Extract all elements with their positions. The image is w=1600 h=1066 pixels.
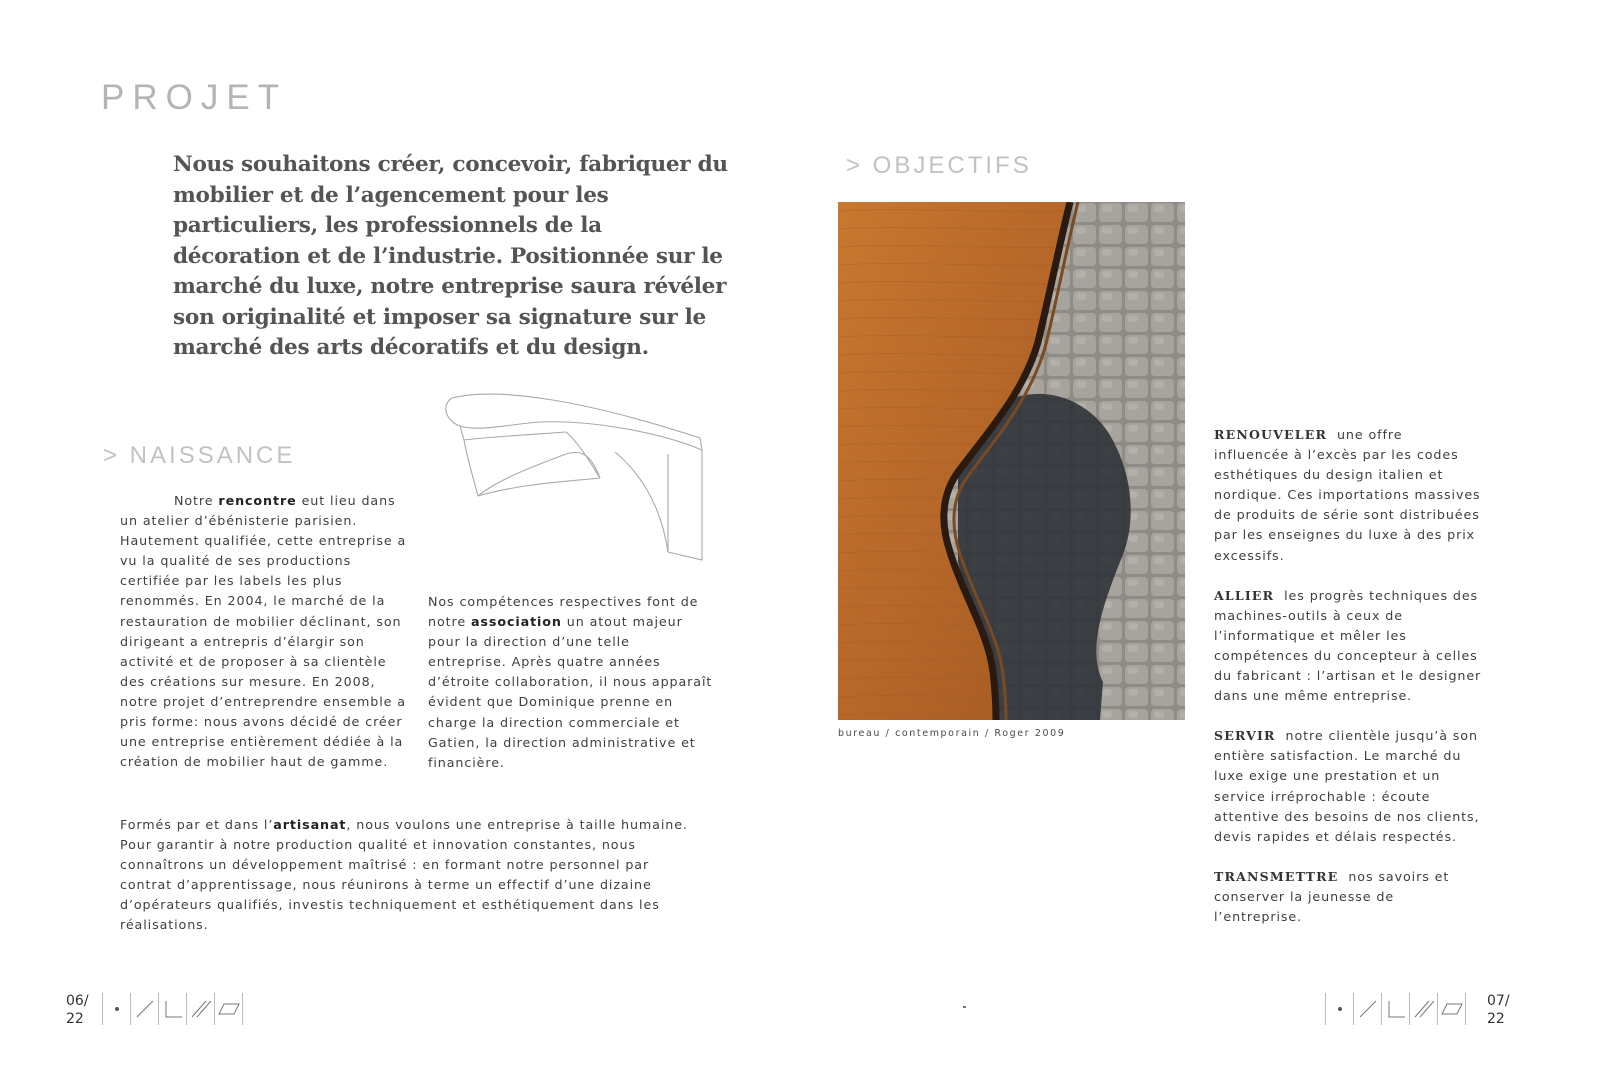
objective-key: TRANSMETTRE xyxy=(1214,868,1339,884)
objectifs-heading: > OBJECTIFS xyxy=(846,152,1032,179)
objective-text: nos savoirs et conserver la jeunesse de l’entreprise. xyxy=(1214,868,1450,924)
separator xyxy=(1465,993,1466,1025)
objective-key: RENOUVELER xyxy=(1214,427,1328,442)
emphasis-artisanat: artisanat xyxy=(273,817,347,832)
double-slash-icon xyxy=(1410,994,1437,1024)
corner-icon xyxy=(1382,994,1409,1024)
objectives-list xyxy=(1214,425,1482,927)
separator xyxy=(242,993,243,1025)
intro-statement: Nous souhaitons créer, concevoir, fabriquer du mobilier et de l’agencement pour les particuliers, les professionnels de la décoration et de l’industrie. Positionnée sur le marché du luxe, notre entreprise saura révéler son originalité et imposer sa signature sur le marché des arts décoratifs et du design. xyxy=(173,152,728,360)
objective-item xyxy=(1214,867,1482,927)
naissance-column-2 xyxy=(428,592,713,773)
text-run: Formés par et dans l’ xyxy=(120,817,274,832)
objective-item xyxy=(1214,586,1482,707)
objective-text: les progrès techniques des machines-outils à ceux de l’informatique et mêler les compétences du concepteur à celles du fabricant : l’artisan et le designer dans une même entreprise. xyxy=(1214,587,1482,704)
desk-photo xyxy=(838,202,1185,720)
text-run: , nous voulons une entreprise à taille humaine. Pour garantir à notre production qualité et innovation constantes, nous connaîtrons un développement maîtrisé : en formant notre personnel par contrat d’apprentissage, nous réunirons à terme un effectif d’une dizaine d’opérateurs qualifiés, investis techniquement et esthétiquement dans les réalisations. xyxy=(120,817,688,933)
slash-icon xyxy=(1354,994,1381,1024)
text-run: Nos compétences respectives font de notre xyxy=(428,594,699,630)
photo-caption: bureau / contemporain / Roger 2009 xyxy=(838,728,1066,739)
naissance-heading: > NAISSANCE xyxy=(103,442,296,469)
page-number-current: 06/ xyxy=(66,993,89,1009)
parallelogram-icon xyxy=(1438,994,1465,1024)
objective-text: notre clientèle jusqu’à son entière satisfaction. Le marché du luxe exige une prestation et un service irréprochable : écoute attentive des besoins de nos clients, devis rapides et délais respectés. xyxy=(1214,728,1480,844)
page-number-right xyxy=(1487,992,1510,1028)
objective-item xyxy=(1214,726,1482,847)
dot-icon xyxy=(103,994,130,1024)
desk-sketch-illustration xyxy=(440,392,712,570)
page-number-current: 07/ xyxy=(1487,993,1510,1009)
page-number-total: 22 xyxy=(1487,1011,1505,1027)
objective-key: ALLIER xyxy=(1214,587,1275,603)
naissance-bottom-paragraph xyxy=(120,815,690,936)
objective-key: SERVIR xyxy=(1214,728,1276,744)
page-number-left xyxy=(66,992,89,1028)
objective-item xyxy=(1214,425,1482,566)
double-slash-icon xyxy=(187,994,214,1024)
footer-logo-bar-right xyxy=(1325,992,1466,1026)
dot-icon xyxy=(1326,994,1353,1024)
center-mark xyxy=(963,1006,966,1008)
emphasis-rencontre: rencontre xyxy=(218,493,297,508)
slash-icon xyxy=(131,994,158,1024)
page-title: PROJET xyxy=(101,78,288,117)
corner-icon xyxy=(159,994,186,1024)
emphasis-association: association xyxy=(470,614,562,630)
objective-text: une offre influencée à l’excès par les codes esthétiques du design italien et nordique. Ces importations massives de produits de série sont distribuées par les enseignes du luxe à des prix excessifs. xyxy=(1214,427,1481,563)
page-number-total: 22 xyxy=(66,1011,84,1027)
text-run: Notre xyxy=(174,493,214,508)
text-run: eut lieu dans un atelier d’ébénisterie parisien. Hautement qualifiée, cette entreprise a vu la qualité de ses productions certifiée par les labels les plus renommés. En 2004, le marché de la restauration de mobilier déclinant, son dirigeant a entrepris d’élargir son activité et de proposer à sa clientèle des créations sur mesure. En 2008, notre projet d’entreprendre ensemble a pris forme: nous avons décidé de créer une entreprise entièrement dédiée à la création de mobilier haut de gamme. xyxy=(120,493,407,770)
text-run: un atout majeur pour la direction d’une telle entreprise. Après quatre années d’étroite collaboration, il nous apparaît évident que Dominique prenne en charge la direction commerciale et Gatien, la direction administrative et financière. xyxy=(428,614,713,770)
parallelogram-icon xyxy=(215,994,242,1024)
naissance-column-1 xyxy=(120,491,410,772)
footer-logo-bar-left xyxy=(102,992,243,1026)
